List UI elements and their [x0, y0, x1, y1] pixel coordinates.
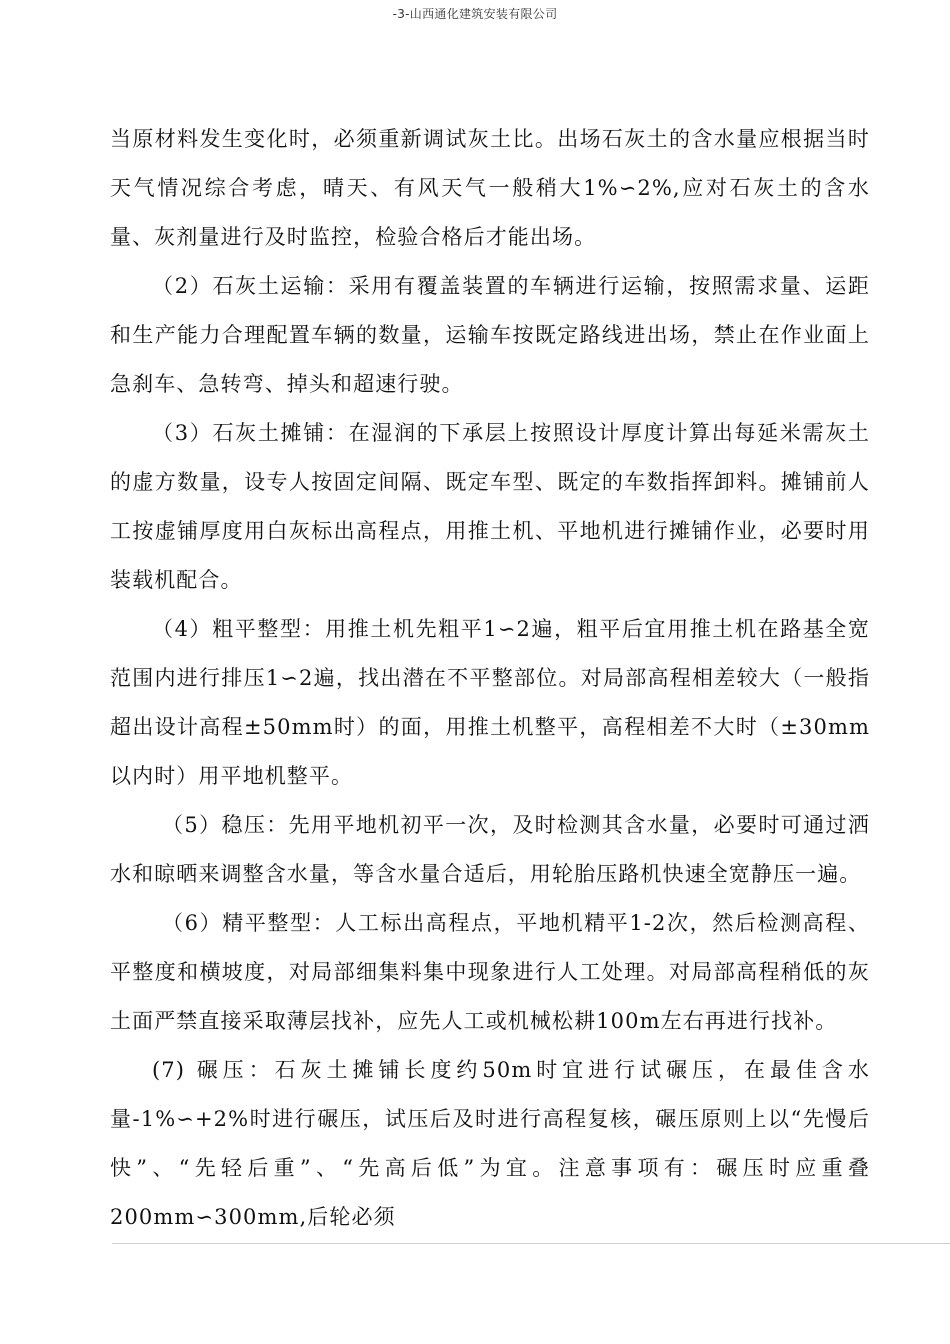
document-body [110, 115, 870, 1242]
paragraph-material-change: 当原材料发生变化时，必须重新调试灰土比。出场石灰土的含水量应根据当时天气情况综合考虑，晴天、有风天气一般稍大1%∽2%,应对石灰土的含水量、灰剂量进行及时监控，检验合格后才能出场。 [110, 127, 870, 249]
paragraph-stabilizing-compaction: （5）稳压：先用平地机初平一次，及时检测其含水量，必要时可通过洒水和晾晒来调整含水量，等含水量合适后，用轮胎压路机快速全宽静压一遍。 [110, 813, 870, 886]
paragraph-transport: （2）石灰土运输：采用有覆盖装置的车辆进行运输，按照需求量、运距和生产能力合理配置车辆的数量，运输车按既定路线进出场，禁止在作业面上急刹车、急转弯、掉头和超速行驶。 [110, 274, 870, 396]
paragraph-rough-leveling: （4）粗平整型：用推土机先粗平1∽2遍，粗平后宜用推土机在路基全宽范围内进行排压1∽2遍，找出潜在不平整部位。对局部高程相差较大（一般指超出设计高程±50mm时）的面，用推土机整平，高程相差不大时（±30mm以内时）用平地机整平。 [110, 617, 870, 788]
paragraph-rolling-compaction: (7) 碾压：石灰土摊铺长度约50m时宜进行试碾压，在最佳含水量-1%∽+2%时进行碾压，试压后及时进行高程复核，碾压原则上以“先慢后快”、“先轻后重”、“先高后低”为宜。注意事项有：碾压时应重叠200mm∽300mm,后轮必须 [110, 1058, 870, 1229]
footer-divider [112, 1243, 950, 1244]
paragraph-fine-leveling: （6）精平整型：人工标出高程点，平地机精平1-2次，然后检测高程、平整度和横坡度，对局部细集料集中现象进行人工处理。对局部高程稍低的灰土面严禁直接采取薄层找补，应先人工或机械松耕100m左右再进行找补。 [110, 911, 870, 1033]
page-header: -3-山西通化建筑安装有限公司 [392, 7, 558, 21]
paragraph-spreading: （3）石灰土摊铺：在湿润的下承层上按照设计厚度计算出每延米需灰土的虚方数量，设专人按固定间隔、既定车型、既定的车数指挥卸料。摊铺前人工按虚铺厚度用白灰标出高程点，用推土机、平地机进行摊铺作业，必要时用装载机配合。 [110, 421, 870, 592]
